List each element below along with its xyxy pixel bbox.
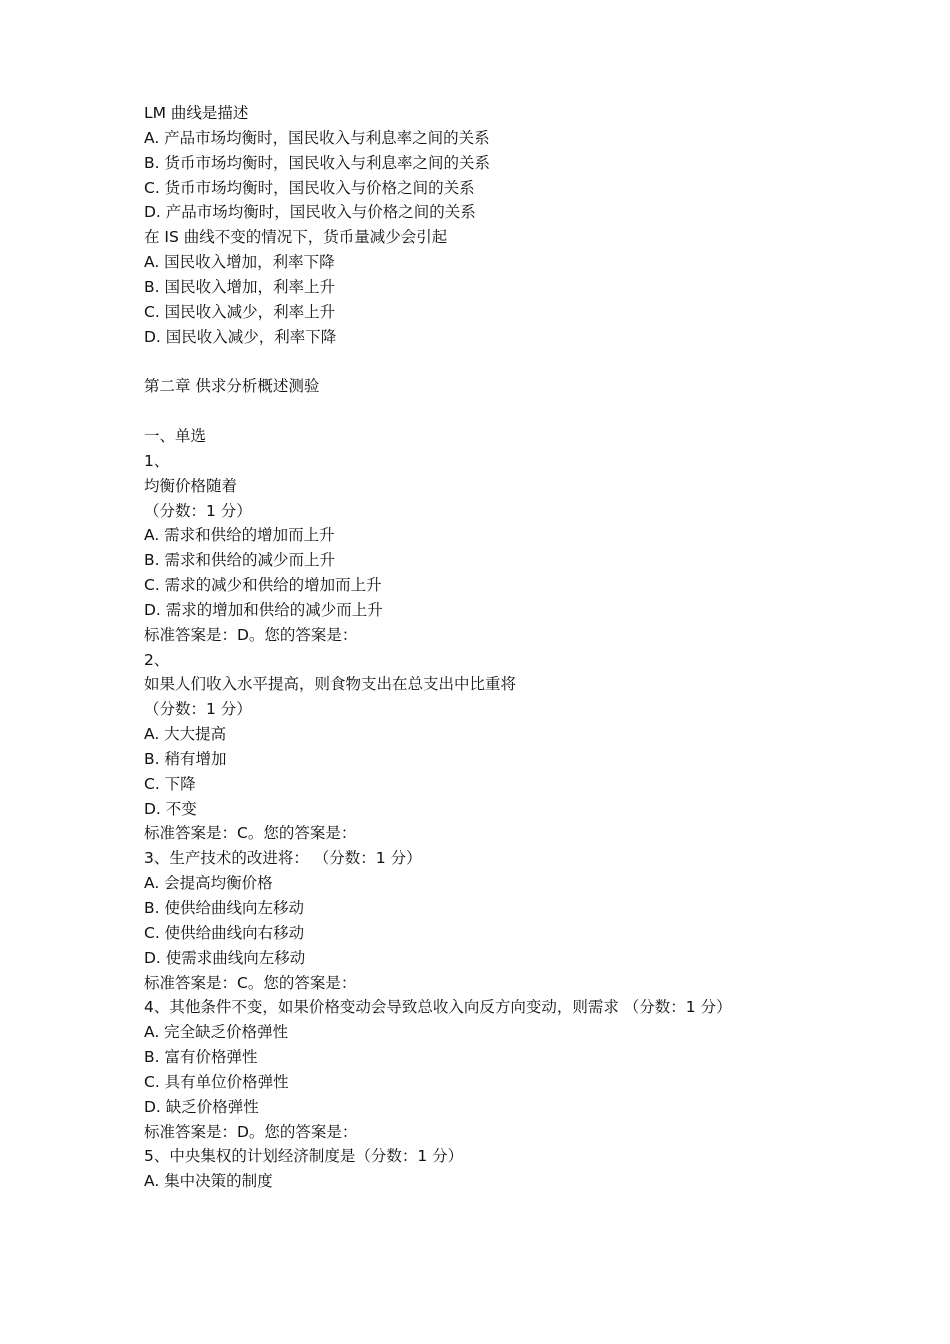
section-heading: 一、单选 xyxy=(144,426,207,445)
chapter-heading: 第二章 供求分析概述测验 xyxy=(144,377,320,396)
question-stem: LM 曲线是描述 xyxy=(144,104,249,122)
option-b: B. 富有价格弹性 xyxy=(144,1048,258,1067)
question-number: 2、 xyxy=(144,650,170,669)
option-a: A. 国民收入增加，利率下降 xyxy=(144,253,335,272)
question-stem: 均衡价格随着 xyxy=(144,476,238,495)
option-c: C. 下降 xyxy=(144,774,196,793)
option-d: D. 不变 xyxy=(144,799,197,818)
option-a: A. 完全缺乏价格弹性 xyxy=(144,1023,289,1042)
option-c: C. 国民收入减少，利率上升 xyxy=(144,302,336,321)
answer-line: 标准答案是：D。您的答案是： xyxy=(144,1122,358,1141)
question-stem: 在 IS 曲线不变的情况下，货币量减少会引起 xyxy=(144,228,448,247)
option-d: D. 使需求曲线向左移动 xyxy=(144,948,306,967)
question-stem: 5、中央集权的计划经济制度是（分数：1 分） xyxy=(144,1147,464,1166)
blank-line xyxy=(144,399,924,424)
option-b: B. 使供给曲线向左移动 xyxy=(144,899,304,917)
option-d: D. 缺乏价格弹性 xyxy=(144,1097,259,1116)
question-score: （分数：1 分） xyxy=(144,700,252,719)
option-c: C. 需求的减少和供给的增加而上升 xyxy=(144,576,382,595)
blank-line xyxy=(144,349,924,374)
option-a: A. 产品市场均衡时，国民收入与利息率之间的关系 xyxy=(144,128,490,147)
option-a: A. 需求和供给的增加而上升 xyxy=(144,526,335,545)
answer-line: 标准答案是：D。您的答案是： xyxy=(144,625,358,644)
option-c: C. 货币市场均衡时，国民收入与价格之间的关系 xyxy=(144,178,475,197)
option-d: D. 需求的增加和供给的减少而上升 xyxy=(144,600,383,619)
option-b: B. 货币市场均衡时，国民收入与利息率之间的关系 xyxy=(144,153,490,172)
option-b: B. 稍有增加 xyxy=(144,749,227,768)
answer-line: 标准答案是：C。您的答案是： xyxy=(144,824,357,843)
option-a: A. 大大提高 xyxy=(144,725,227,744)
option-b: B. 国民收入增加，利率上升 xyxy=(144,277,335,296)
option-a: A. 集中决策的制度 xyxy=(144,1172,273,1191)
option-d: D. 国民收入减少，利率下降 xyxy=(144,327,337,346)
option-d: D. 产品市场均衡时，国民收入与价格之间的关系 xyxy=(144,203,476,222)
question-stem: 3、生产技术的改进将： （分数：1 分） xyxy=(144,849,422,868)
option-b: B. 需求和供给的减少而上升 xyxy=(144,551,335,570)
answer-line: 标准答案是：C。您的答案是： xyxy=(144,973,357,992)
question-stem: 如果人们收入水平提高，则食物支出在总支出中比重将 xyxy=(144,675,517,694)
document-page xyxy=(144,101,924,1194)
option-a: A. 会提高均衡价格 xyxy=(144,874,273,893)
question-stem: 4、其他条件不变，如果价格变动会导致总收入向反方向变动，则需求 （分数：1 分） xyxy=(144,998,732,1017)
question-number: 1、 xyxy=(144,451,170,470)
option-c: C. 使供给曲线向右移动 xyxy=(144,923,305,942)
option-c: C. 具有单位价格弹性 xyxy=(144,1072,289,1091)
question-score: （分数：1 分） xyxy=(144,501,252,520)
